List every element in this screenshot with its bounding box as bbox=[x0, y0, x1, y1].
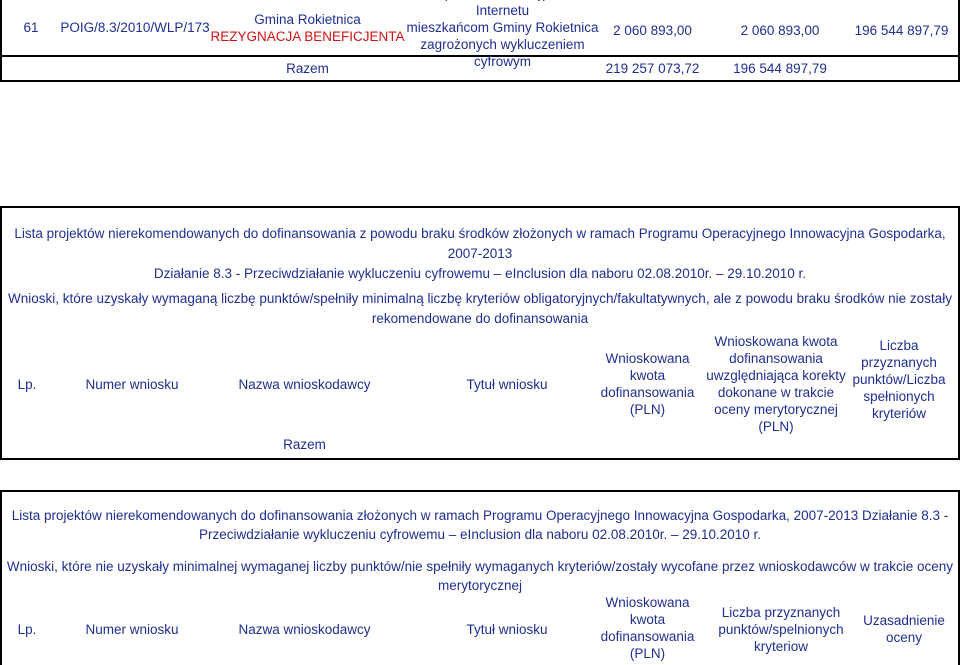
row-amount: 2 060 893,00 bbox=[613, 22, 692, 38]
heading-line: Przeciwdziałanie wykluczeniu cyfrowemu – eInclusion dla naboru 02.08.2010r. – 29.10.2010 r. bbox=[198, 527, 762, 542]
col-amount-line: (PLN) bbox=[629, 646, 666, 661]
title-line: zagrożonych wykluczeniem cyfrowym bbox=[420, 37, 585, 69]
row-amount-corrected: 2 060 893,00 bbox=[740, 22, 820, 38]
col-amount-corrected-line: uwzględniająca korekty bbox=[706, 368, 846, 383]
col-points-line: punktów/spelnionych bbox=[718, 621, 844, 637]
col-points-line: spełnionych bbox=[863, 388, 935, 404]
table-border bbox=[0, 80, 960, 82]
row-number: POIG/8.3/2010/WLP/173 bbox=[60, 20, 210, 35]
col-number: Numer wniosku bbox=[85, 621, 179, 637]
col-amount-corrected-line: oceny merytorycznej bbox=[714, 402, 838, 417]
col-applicant: Nazwa wnioskodawcy bbox=[238, 376, 371, 392]
col-points-line: kryteriow bbox=[753, 638, 808, 654]
col-amount-corrected-line: Wnioskowana kwota bbox=[714, 334, 838, 349]
col-lp: Lp. bbox=[17, 621, 37, 637]
col-amount-corrected-line: dokonane w trakcie bbox=[717, 385, 835, 400]
col-amount-line: Wnioskowana bbox=[605, 595, 690, 610]
row-applicant bbox=[210, 0, 405, 55]
col-amount-line: kwota bbox=[629, 368, 666, 383]
col-points-line: przyznanych bbox=[861, 354, 937, 370]
col-amount-line: Wnioskowana bbox=[605, 351, 690, 366]
title-line: Internetu bbox=[475, 3, 530, 18]
col-reason bbox=[850, 596, 958, 662]
col-number: Numer wniosku bbox=[85, 376, 179, 392]
col-amount-corrected-line: (PLN) bbox=[758, 419, 794, 434]
col-points bbox=[840, 325, 958, 433]
row-points: 196 544 897,79 bbox=[854, 22, 949, 38]
subheading-line: rekomendowane do dofinansowania bbox=[371, 311, 589, 326]
col-points-line: Liczba bbox=[879, 337, 919, 353]
section1-subheading bbox=[2, 289, 958, 329]
heading-line: Działanie 8.3 - Przeciwdziałanie wykluczeniu cyfrowemu – eInclusion dla naboru 02.08.2010r. – 29.10.2010 r. bbox=[153, 266, 807, 281]
section-border bbox=[0, 458, 960, 460]
col-amount-line: dofinansowania bbox=[600, 385, 695, 400]
col-amount bbox=[595, 330, 700, 438]
heading-line: Lista projektów nierekomendowanych do dofinansowania z powodu braku środków złożonych w ramach Programu Operacyjnego Innowacyjna Gospodarka, 2007-2013 bbox=[14, 226, 946, 261]
col-reason-line: oceny bbox=[885, 630, 923, 645]
col-applicant: Nazwa wnioskodawcy bbox=[238, 621, 371, 637]
row-title bbox=[405, 0, 600, 69]
subheading-line: Wnioski, które uzyskały wymaganą liczbę punktów/spełniły minimalną liczbę kryteriów obligatoryjnych/fakultatywnych, ale z powodu braku środków nie zostały bbox=[8, 291, 952, 306]
sum-label: Razem bbox=[286, 61, 329, 76]
col-amount bbox=[595, 592, 700, 664]
section2-heading bbox=[2, 506, 958, 544]
col-reason-line: Uzasadnienie bbox=[863, 613, 945, 628]
col-title: Tytuł wniosku bbox=[466, 376, 548, 392]
col-amount-corrected bbox=[706, 330, 846, 438]
col-points-line: punktów/Liczba bbox=[852, 371, 946, 387]
subheading-line: Wnioski, które nie uzyskały minimalnej wymaganej liczby punktów/nie spełniły wymaganych kryteriów/zostały wycofane przez wnioskodawców w trakcie oceny bbox=[6, 559, 954, 574]
section-border bbox=[0, 206, 960, 208]
col-amount-line: (PLN) bbox=[629, 402, 666, 417]
col-amount-corrected-line: dofinansowania bbox=[729, 351, 823, 366]
col-amount-line: dofinansowania bbox=[600, 629, 695, 644]
section1-sum-label: Razem bbox=[283, 436, 326, 452]
row-lp: 61 bbox=[23, 20, 39, 35]
col-points-line: Liczba przyznanych bbox=[721, 604, 841, 620]
section1-heading bbox=[2, 224, 958, 284]
sum-amount: 219 257 073,72 bbox=[605, 61, 700, 76]
sum-amount-corrected: 196 544 897,79 bbox=[733, 61, 827, 76]
section-border bbox=[0, 490, 960, 492]
col-lp: Lp. bbox=[17, 376, 37, 392]
col-points-line: kryteriów bbox=[871, 405, 926, 421]
subheading-line: merytorycznej bbox=[437, 578, 523, 593]
resignation-badge: REZYGNACJA BENEFICJENTA bbox=[210, 28, 405, 44]
col-amount-line: kwota bbox=[629, 612, 666, 627]
col-title: Tytuł wniosku bbox=[466, 621, 548, 637]
col-points bbox=[706, 596, 856, 662]
section2-subheading bbox=[2, 557, 958, 595]
heading-line: Lista projektów nierekomendowanych do dofinansowania złożonych w ramach Programu Operacyjnego Innowacyjna Gospodarka, 2007-2013 Działanie 8.3 - bbox=[11, 508, 949, 523]
applicant-name: Gmina Rokietnica bbox=[254, 11, 361, 27]
title-line: mieszkańcom Gminy Rokietnica bbox=[406, 20, 599, 35]
